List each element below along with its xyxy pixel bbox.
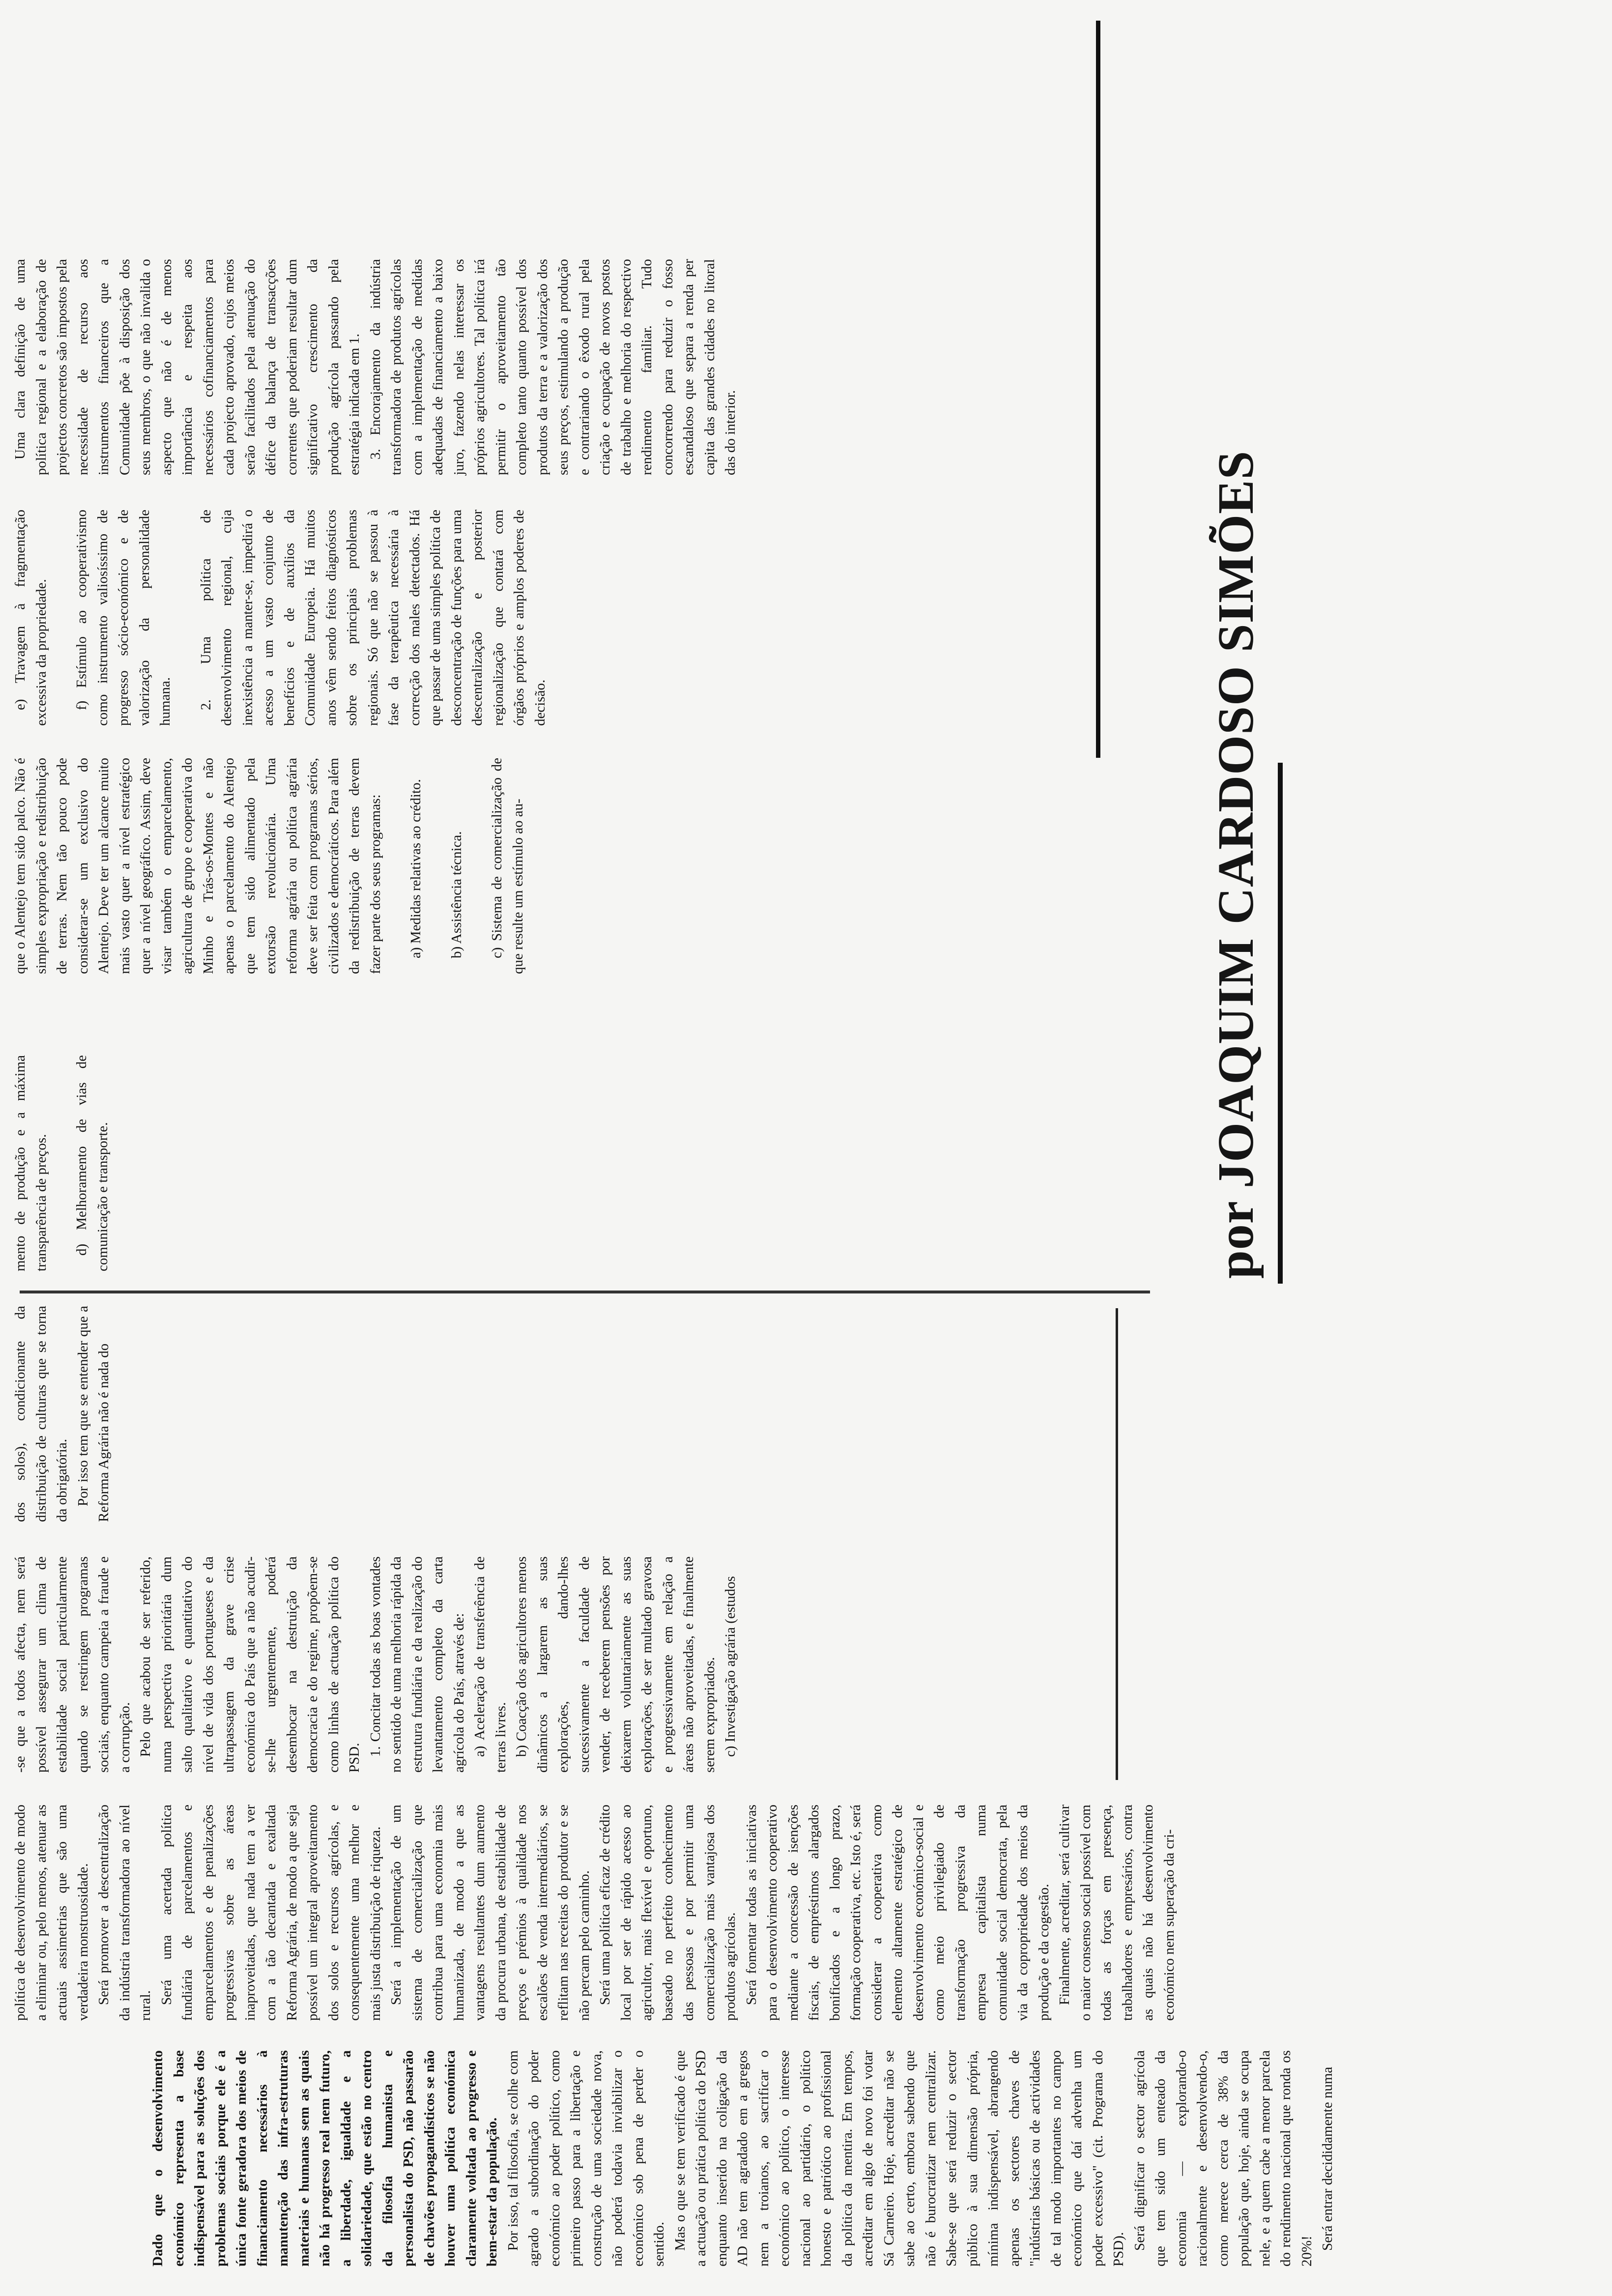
paragraph: Por isso, tal filosofia, se colhe com agrado a subordinação do poder económico ao poder político, como primeiro passo para a libertação e construção de uma sociedade nova, não poderá todavia inviabilizar o económico sob pena de perder o sentido. — [505, 2050, 667, 2267]
paragraph: Será dignificar o sector agrícola que tem sido um enteado da economia — explorando-o racionalmente e desenvolvendo-o, como merece cerca de 38% da população que, hoje, ainda se ocupa nele, e a quem cabe a menor parcela do rendimento nacional que ronda os 20%! — [1131, 2050, 1315, 2267]
text-column-6 — [10, 758, 1130, 974]
text-column-8 — [10, 259, 1130, 475]
byline-rule — [1278, 763, 1283, 1284]
paragraph: Por isso tem que se entender que a Reforma Agrária não é nada do — [75, 1306, 112, 1522]
text-column-1 — [147, 2050, 1335, 2267]
paragraph: 3. Encorajamento da indústria transformadora de produtos agrícolas com a implementação de medidas adequadas de financiamento a baixo juro, fazendo nelas interessar os próprios agricultores. Tal política irá permitir o aproveitamento tão completo tanto quanto possível dos produtos da terra e a valorização dos seus preços, estimulando a produção e contrariando o êxodo rural pela criação e ocupação de novos postos de trabalho e melhoria do respectivo rendimento familiar. Tudo concorrendo para reduzir o fosso escandaloso que separa a renda per capita das grandes cidades no litoral das do interior. — [367, 259, 738, 475]
list-item: d) Melhoramento de vias de comunicação e transporte. — [74, 1055, 111, 1271]
paragraph: política de desenvolvimento de modo a eliminar ou, pelo menos, atenuar as actuais assimetrias que são uma verdadeira monstruosidade. — [12, 1805, 91, 2021]
paragraph: Será a implementação de um sistema de comercialização que contribua para uma economia mais humanizada, de modo a que as vantagens resultantes dum aumento da procura urbana, de estabilidade de preços e prémios à qualidade nos escalões de venda intermediários, se reflitam nas receitas do produtor e se não percam pelo caminho. — [388, 1805, 592, 2021]
text-column-5 — [10, 1055, 1130, 1271]
text-column-3 — [10, 1556, 1130, 1773]
text-column-4 — [10, 1306, 1130, 1522]
paragraph: Pelo que acabou de ser referido, numa perspectiva prioritária dum salto qualitativo e quantitativo do nível de vida dos portugueses e da ultrapassagem da grave crise económica do País que a não acudir-se-lhe urgentemente, poderá desembocar na destruição da democracia e do regime, propõem-se como linhas de actuação política do PSD. — [138, 1556, 362, 1773]
paragraph: Será promover a descentralização da indústria transformadora ao nível rural. — [96, 1805, 153, 2021]
list-item: e) Travagem à fragmentação excessiva da propriedade. — [12, 510, 49, 726]
text-column-7 — [10, 510, 1130, 726]
list-item: a) Medidas relativas ao crédito. — [408, 779, 424, 958]
list-item: a) Aceleração de transferência de terras livres. — [472, 1556, 509, 1773]
list-item: b) Coacção dos agricultores menos dinâmicos a largarem as suas explorações, dando-lhes sucessivamente a faculdade de vender, de receberem pensões por deixarem voluntariamente as suas explorações, de ser multado gravosa e progressivamente em relação a áreas não aproveitadas, e finalmente serem expropriados. — [514, 1556, 718, 1773]
paragraph: mento de produção e a máxima transparência de preços. — [12, 1055, 49, 1271]
list-item: b) Assistência técnica. — [448, 831, 464, 958]
paragraph: Será uma acertada política fundiária de parcelamentos e emparcelamentos e de penalizações progressivas sobre as áreas inaproveitadas, que nada tem a ver com a tão decantada e exaltada Reforma Agrária, de modo a que seja possível um integral aproveitamento dos solos e recursos agrícolas, e consequentemente uma melhor e mais justa distribuição de riqueza. — [158, 1805, 383, 2021]
paragraph: que o Alentejo tem sido palco. Não é simples expropriação e redistribuição de terras. Nem tão pouco pode considerar-se um exclusivo do Alentejo. Deve ter um alcance muito mais vasto quer a nível estratégico quer a nível geográfico. Assim, deve visar também o emparcelamento, agricultura de grupo e cooperativa do Minho e Trás-os-Montes e não apenas o parcelamento do Alentejo que tem sido alimentado pela extorsão revolucionária. Uma reforma agrária ou política agrária deve ser feita com programas sérios, civilizados e democráticos. Para além da redistribuição de terras devem fazer parte dos seus programas: — [12, 758, 383, 974]
paragraph: 1. Concitar todas as boas vontades no sentido de uma melhoria rápida da estrutura fundiária e da realização do levantamento completo da carta agrícola do País, através de: — [367, 1556, 467, 1773]
column-rule — [20, 1291, 1150, 1293]
paragraph: 2. Uma política de desenvolvimento regional, cuja inexistência a manter-se, impedirá o acesso a um vasto conjunto de benefícios e de auxílios da Comunidade Europeia. Há muitos anos vêm sendo feitos diagnósticos sobre os principais problemas regionais. Só que não se passou à fase da terapêutica necessária à correcção dos males detectados. Há que passar de uma simples política de desconcentração de funções para uma descentralização e posterior regionalização que contará com órgãos próprios e amplos poderes de decisão. — [198, 510, 548, 726]
paragraph: Dado que o desenvolvimento económico representa a base indispensável para as soluções dos problemas sociais porque ele é a única fonte geradora dos meios de financiamento necessários à manutenção das infra-estruturas materiais e humanas sem as quais não há progresso real nem futuro, a liberdade, igualdade e a solidariedade, que estão no centro da filosofia humanista e personalista do PSD, não passarão de chavões propagandísticos se não houver uma política económica claramente voltada ao progresso e bem-estar da população. — [150, 2050, 500, 2267]
paragraph: -se que a todos afecta, nem será possível assegurar um clima de estabilidade social particularmente quando se restringem programas sociais, enquanto campeia a fraude e a corrupção. — [12, 1556, 133, 1773]
paragraph: Será uma política eficaz de crédito local por ser de rápido acesso ao agricultor, mais flexível e oportuno, baseado no perfeito conhecimento das pessoas e por permitir uma comercialização mais vantajosa dos produtos agrícolas. — [597, 1805, 738, 2021]
list-item: c) Investigação agrária (estudos — [722, 1576, 738, 1757]
list-item: c) Sistema de comercialização de que resulte um estímulo ao au- — [489, 758, 526, 974]
paragraph: Uma clara definição de uma política regional e a elaboração de projectos concretos são impostos pela necessidade de recurso aos instrumentos financeiros que a Comunidade põe à disposição dos seus membros, o que não invalida o aspecto que não é de menos importância e respeita aos necessários cofinanciamentos para cada projecto aprovado, cujos meios serão facilitados pela atenuação do défice da balança de transacções correntes que poderiam resultar dum significativo crescimento da produção agrícola passando pela estratégia indicada em 1. — [12, 259, 362, 475]
paragraph: Finalmente, acreditar, será cultivar o maior consenso social possível com todas as forças em presença, trabalhadores e empresários, contra as quais não há desenvolvimento económico nem superação da cri- — [1057, 1805, 1177, 2021]
paragraph: dos solos), condicionante da distribuição de culturas que se torna da obrigatória. — [12, 1306, 70, 1522]
paragraph: Mas o que se tem verificado é que a actuação ou prática política do PSD enquanto inserido na coligação da AD não tem agradado em a gregos nem a troianos, ao sacrificar o económico ao político, o interesse nacional ao partidário, o político honesto e patriótico ao profissional da política da mentira. Em tempos, acreditar em algo de novo foi votar Sá Carneiro. Hoje, acreditar não se sabe ao certo, embora sabendo que não é burocratizar nem centralizar. Sabe-se que será reduzir o sector público à sua dimensão própria, mínima indispensável, abrangendo apenas os sectores chaves de "indústrias básicas ou de actividades de tal modo importantes no campo económico que daí advenha um poder excessivo" (cit. Programa do PSD). — [672, 2050, 1126, 2267]
paragraph: Será entrar decididamente numa — [1320, 2066, 1335, 2251]
text-column-2 — [10, 1805, 1177, 2021]
paragraph: Será fomentar todas as iniciativas para o desenvolvimento cooperativo mediante a concessão de isenções fiscais, de empréstimos alargados bonificados e a longo prazo, formação cooperativa, etc. Isto é, será considerar a cooperativa como elemento altamente estratégico de desenvolvimento económico-social e como meio privilegiado de transformação progressiva da empresa capitalista numa comunidade social democrata, pela via da copropriedade dos meios da produção e da cogestão. — [743, 1805, 1052, 2021]
list-item: f) Estímulo ao cooperativismo como instrumento valiosíssimo de progresso sócio-económico e de valorização da personalidade humana. — [74, 510, 173, 726]
author-byline: por JOAQUIM CARDOSO SIMÕES — [1208, 450, 1264, 1279]
